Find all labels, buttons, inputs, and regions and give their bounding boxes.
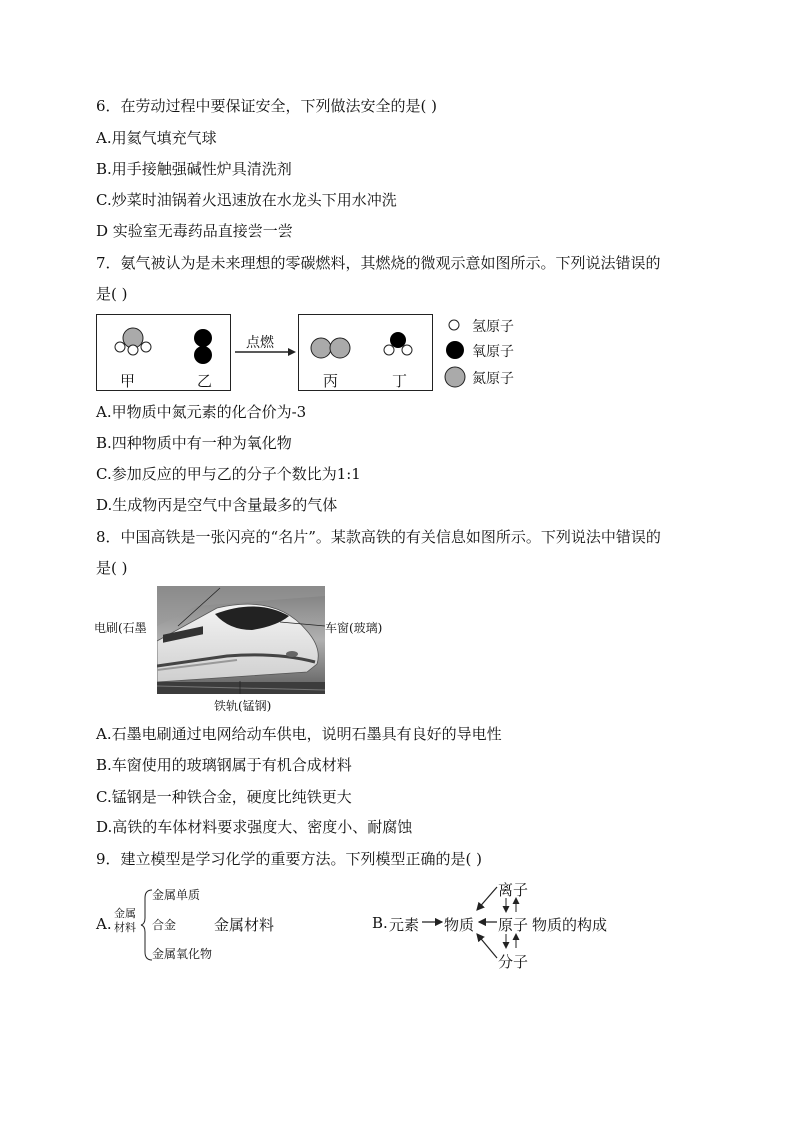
q6-stem: 6．在劳动过程中要保证安全，下列做法安全的是( ): [96, 97, 438, 115]
label-pointers: [140, 586, 383, 706]
option-a-prefix: A.: [96, 915, 112, 933]
item-alloy: 合金: [152, 918, 177, 932]
legend-oxygen: 氧原子: [472, 344, 514, 360]
option-b-prefix: B.: [372, 914, 388, 932]
option-a-right: 金属材料: [214, 916, 275, 934]
label-rail: 铁轨(锰钢): [214, 699, 272, 713]
option-b-arrows: [400, 870, 540, 980]
metal-material-group: [114, 907, 136, 935]
q8-stem: 8．中国高铁是一张闪亮的“名片”。某款高铁的有关信息如图所示。下列说法中错误的: [96, 528, 661, 546]
q7-option-a[interactable]: A.甲物质中氮元素的化合价为-3: [96, 403, 307, 421]
node-atom: 原子: [498, 916, 529, 934]
node-ion: 离子: [498, 881, 529, 899]
node-element: 元素: [389, 916, 420, 934]
q6-option-b[interactable]: B.用手接触强碱性炉具清洗剂: [96, 160, 292, 178]
ammonia-molecule: [115, 328, 151, 355]
q8-option-a[interactable]: A.石墨电刷通过电网给动车供电，说明石墨具有良好的导电性: [96, 725, 502, 743]
label-jia: 甲: [120, 372, 136, 390]
item-metal-oxide: 金属氧化物: [152, 947, 213, 961]
q7-option-b[interactable]: B.四种物质中有一种为氧化物: [96, 434, 292, 452]
nitrogen-molecule: [311, 338, 350, 358]
arrow-label: 点燃: [246, 335, 274, 351]
legend-symbols: [445, 320, 465, 387]
group-line-1: 金属: [114, 907, 136, 920]
q7-option-d[interactable]: D.生成物丙是空气中含量最多的气体: [96, 496, 338, 514]
label-window: 车窗(玻璃): [325, 621, 383, 635]
q8-option-d[interactable]: D.高铁的车体材料要求强度大、密度小、耐腐蚀: [96, 818, 413, 836]
water-molecule: [384, 332, 412, 355]
label-ding: 丁: [392, 372, 408, 390]
q8-stem-cont: 是( ): [96, 559, 128, 577]
label-bing: 丙: [323, 372, 339, 390]
oxygen-molecule: [194, 329, 212, 364]
q6-option-c[interactable]: C.炒菜时油锅着火迅速放在水龙头下用水冲洗: [96, 191, 397, 209]
q8-option-b[interactable]: B.车窗使用的玻璃钢属于有机合成材料: [96, 756, 352, 774]
q7-stem-cont: 是( ): [96, 285, 128, 303]
legend-nitrogen: 氮原子: [472, 371, 514, 387]
option-b-right: 物质的构成: [532, 916, 608, 934]
q8-option-c[interactable]: C.锰钢是一种铁合金，硬度比纯铁更大: [96, 788, 352, 806]
q7-stem: 7．氨气被认为是未来理想的零碳燃料，其燃烧的微观示意如图所示。下列说法错误的: [96, 254, 661, 272]
group-line-2: 材料: [114, 921, 136, 934]
node-molecule: 分子: [498, 953, 529, 971]
q9-stem: 9．建立模型是学习化学的重要方法。下列模型正确的是( ): [96, 850, 483, 868]
node-substance: 物质: [444, 916, 475, 934]
molecule-drawings: [0, 0, 794, 420]
legend-hydrogen: 氢原子: [472, 319, 514, 335]
q6-option-a[interactable]: A.用氦气填充气球: [96, 129, 217, 147]
item-metal-element: 金属单质: [152, 888, 201, 902]
label-brush: 电刷(石墨: [94, 621, 147, 635]
label-yi: 乙: [197, 372, 213, 390]
q7-option-c[interactable]: C.参加反应的甲与乙的分子个数比为1:1: [96, 465, 361, 483]
q6-option-d[interactable]: D 实验室无毒药品直接尝一尝: [96, 222, 293, 240]
